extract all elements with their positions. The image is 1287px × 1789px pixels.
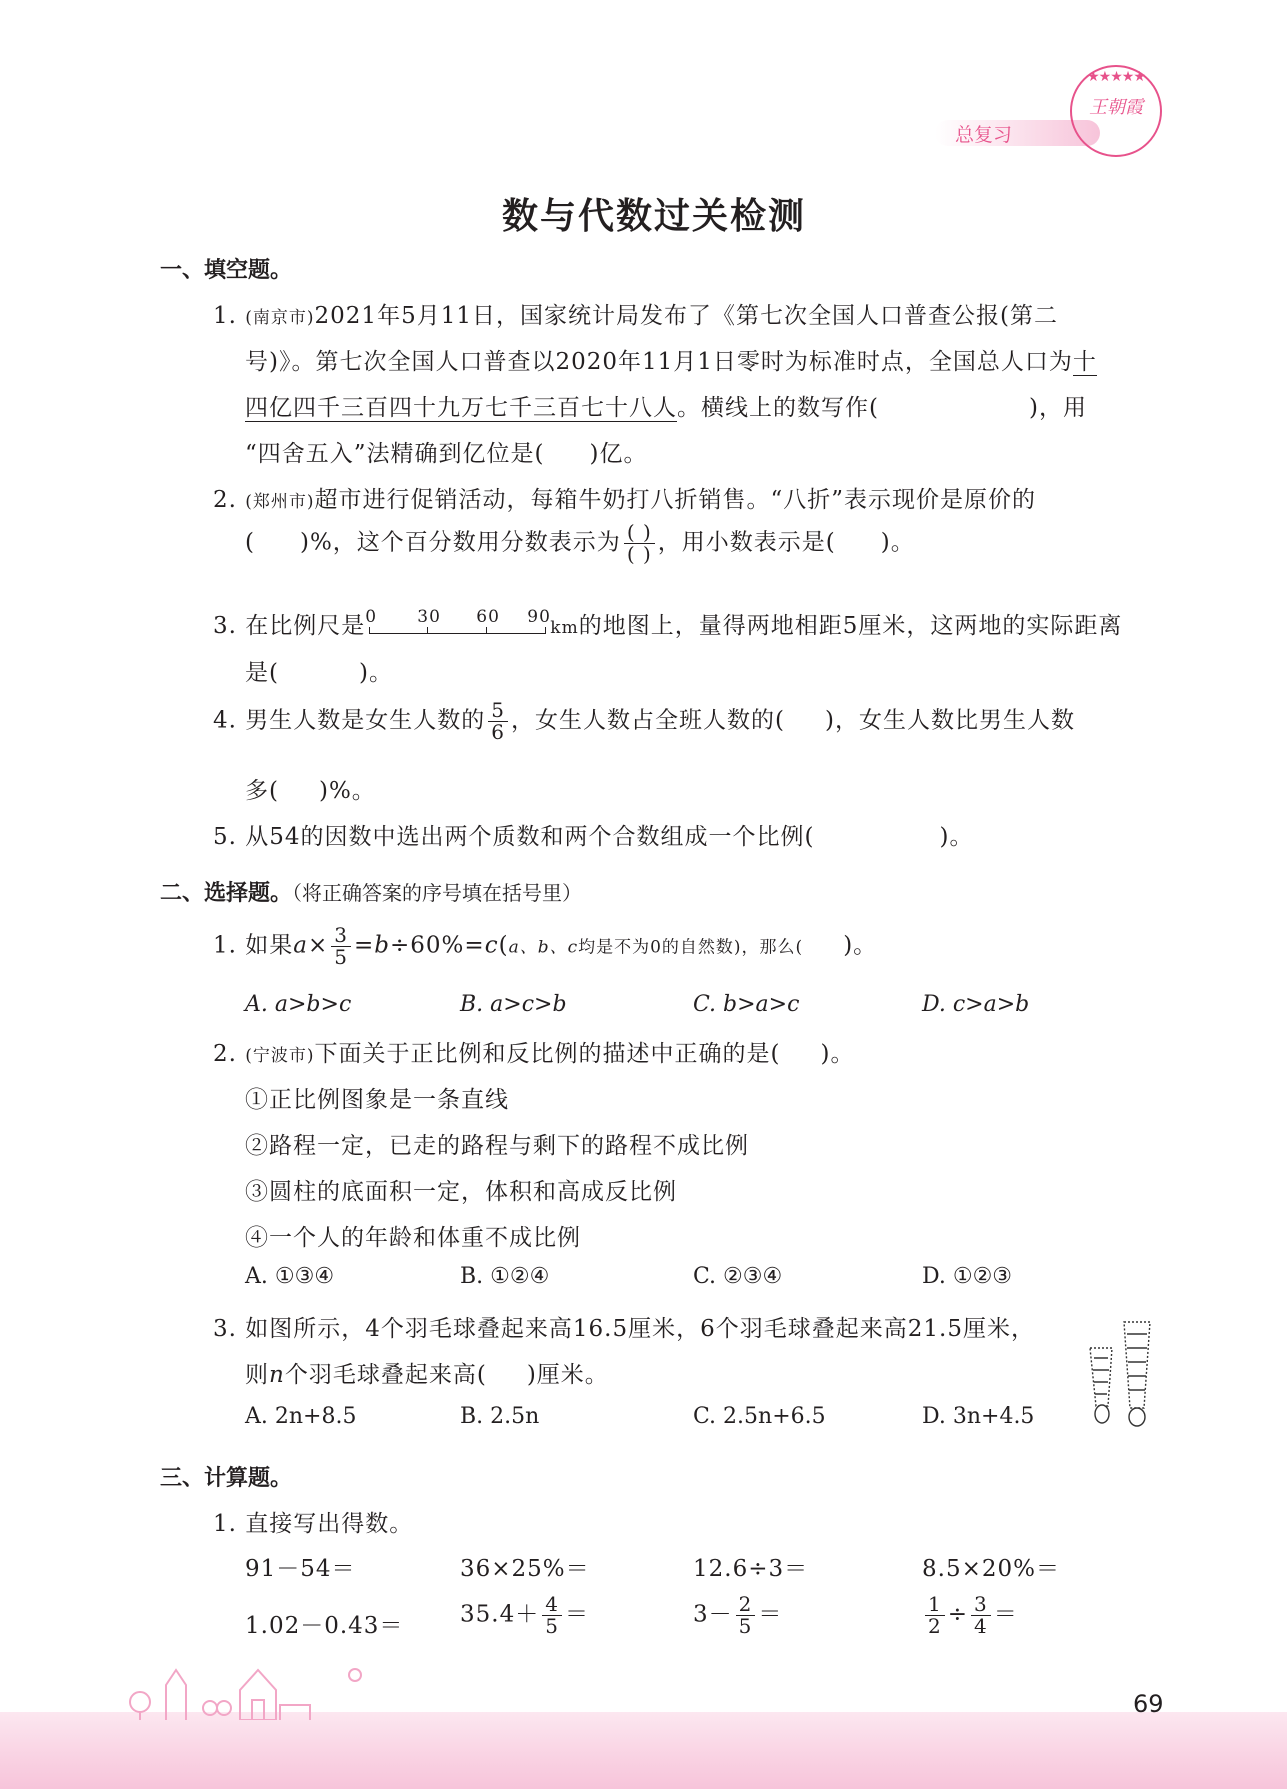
q3-text1b: 的地图上，量得两地相距5厘米，这两地的实际距离 (578, 613, 1123, 639)
c1-line1 (213, 925, 877, 968)
calc-6-frac-n: 4 (542, 1594, 562, 1616)
q3-line2 (245, 654, 393, 687)
q3-text2b: )。 (358, 660, 393, 686)
q1-line4 (245, 435, 647, 468)
c3-text1: 如图所示，4个羽毛球叠起来高16.5厘米，6个羽毛球叠起来高21.5厘米， (245, 1316, 1035, 1342)
section-choice-title: 二、选择题。 (160, 881, 293, 906)
logo-stars: ★★★★★ (1087, 69, 1145, 85)
c3-option-d[interactable]: D. 3n+4.5 (922, 1404, 1035, 1429)
c3-option-b[interactable]: B. 2.5n (460, 1404, 540, 1429)
q4-num: 4. (213, 707, 237, 734)
calc-8-frac2-d: 4 (974, 1614, 988, 1638)
calc-8 (922, 1594, 1018, 1637)
c1-var-b: b (374, 932, 391, 959)
c1-text1c: ÷60%= (390, 932, 485, 959)
c3-line2 (245, 1356, 609, 1389)
page-number: 69 (1133, 1690, 1164, 1718)
scale-label-90: 90 (527, 607, 551, 627)
calc-5: 1.02－0.43＝ (245, 1613, 404, 1639)
d1-num: 1. (213, 1511, 237, 1537)
c2-text1a: 下面关于正比例和反比例的描述中正确的是( (314, 1041, 781, 1067)
calc-8-frac1-n: 1 (925, 1594, 945, 1616)
c1-option-b[interactable]: B. a>c>b (460, 992, 567, 1017)
q2-frac-numerator: ( ) (624, 522, 655, 544)
footer-band (0, 1712, 1287, 1789)
q4-text2a: 多( (245, 778, 279, 804)
footer-castle-decoration (120, 1650, 400, 1720)
q2-text1: 超市进行促销活动，每箱牛奶打八折销售。“八折”表示现价是原价的 (314, 487, 1037, 513)
calc-7-frac-d: 5 (738, 1614, 753, 1638)
shuttlecock-stack-short (1090, 1348, 1112, 1423)
scale-label-30: 30 (417, 607, 441, 627)
section-calculation: 三、计算题。 (160, 1466, 293, 1491)
c1-text1f: 均是不为0的自然数)，那么( (578, 937, 804, 958)
c1-var-c: c (484, 932, 499, 959)
c2-city: (宁波市) (245, 1046, 315, 1066)
q3-scale-bar (365, 607, 551, 641)
logo-text: 王朝霞 (1089, 97, 1143, 118)
q2-text2c: ，用小数表示是( (657, 529, 836, 556)
q2-text2d: )。 (880, 529, 915, 556)
q3-line1 (213, 607, 1122, 641)
section-choice-note: （将正确答案的序号填在括号里） (292, 881, 583, 905)
scale-tick-30 (427, 627, 428, 634)
calc-6-fraction (542, 1594, 562, 1637)
c1-option-c[interactable]: C. b>a>c (693, 992, 800, 1017)
q4-line1 (213, 700, 1075, 743)
c2-option-d[interactable]: D. ①②③ (922, 1264, 1013, 1289)
q4-text2b: )%。 (318, 778, 376, 804)
calc-8-fraction-2 (971, 1594, 991, 1637)
c1-times: × (307, 932, 329, 959)
q4-text1a: 男生人数是女生人数的 (245, 707, 486, 734)
q1-text4: “四舍五入”法精确到亿位是( (245, 441, 545, 467)
c2-item-3: ③圆柱的底面积一定，体积和高成反比例 (245, 1179, 677, 1205)
brand-logo (1070, 65, 1162, 157)
d1-label: 直接写出得数。 (245, 1511, 414, 1537)
section-fill-in: 一、填空题。 (160, 258, 293, 283)
c2-option-a[interactable]: A. ①③④ (245, 1264, 335, 1289)
calc-1: 91－54＝ (245, 1556, 356, 1582)
c2-option-b[interactable]: B. ①②④ (460, 1264, 550, 1289)
calc-7-fraction (736, 1594, 756, 1637)
q2-frac-denominator: ( ) (626, 542, 652, 566)
q2-fraction-blank[interactable] (624, 522, 655, 565)
calc-6-eq: ＝ (564, 1601, 589, 1628)
c3-text2a: 则 (245, 1362, 269, 1388)
calc-7 (693, 1594, 782, 1637)
calc-8-fraction-1 (925, 1594, 945, 1637)
q2-text2b: )%，这个百分数用分数表示为 (299, 529, 621, 556)
c1-option-d[interactable]: D. c>a>b (922, 992, 1030, 1017)
q1-text4b: )亿。 (589, 441, 648, 467)
q4-fraction (488, 700, 508, 743)
q3-scale-unit: km (550, 618, 579, 638)
q1-underlined-number: 四亿四千三百四十九万七千三百七十八人 (245, 395, 677, 421)
calc-7-eq: ＝ (758, 1601, 783, 1628)
q5-text1a: 从54的因数中选出两个质数和两个合数组成一个比例( (245, 824, 815, 850)
q4-text1b: ，女生人数占全班人数的( (511, 707, 785, 734)
q4-frac-numerator: 5 (488, 700, 508, 722)
section-choice (160, 876, 582, 907)
c1-eq: = (354, 932, 375, 959)
q2-text2a: ( (245, 529, 255, 556)
c3-line1 (213, 1310, 1035, 1343)
c2-line1 (213, 1035, 855, 1068)
c1-frac-numerator: 3 (331, 925, 351, 947)
q1-text3: 。横线上的数写作( (677, 395, 879, 421)
q1-num: 1. (213, 303, 237, 329)
scale-tick-60 (486, 627, 487, 634)
q4-text1c: )，女生人数比男生人数 (824, 707, 1075, 734)
shuttlecock-stack-tall (1124, 1322, 1150, 1426)
q4-line2 (245, 772, 376, 805)
c3-var-n: n (269, 1362, 285, 1388)
q2-line2 (245, 522, 915, 565)
q1-line3 (245, 389, 1087, 422)
calc-7-frac-n: 2 (736, 1594, 756, 1616)
c3-text2c: )厘米。 (526, 1362, 609, 1388)
c3-option-c[interactable]: C. 2.5n+6.5 (693, 1404, 826, 1429)
c2-item-1: ①正比例图象是一条直线 (245, 1087, 509, 1113)
c1-var-a: a (293, 932, 308, 959)
q1-text1: 2021年5月11日，国家统计局发布了《第七次全国人口普查公报(第二 (314, 303, 1058, 329)
q2-line1 (213, 481, 1036, 514)
calc-6 (460, 1594, 589, 1637)
c2-item-2: ②路程一定，已走的路程与剩下的路程不成比例 (245, 1133, 749, 1159)
c1-num: 1. (213, 932, 237, 959)
q4-frac-denominator: 6 (491, 720, 505, 744)
c1-vars: a、b、c (508, 937, 579, 958)
calc-6-pre: 35.4＋ (460, 1601, 540, 1628)
c1-frac-denominator: 5 (334, 945, 348, 969)
calc-3: 12.6÷3＝ (693, 1556, 809, 1582)
q1-text2: 号)》。第七次全国人口普查以2020年11月1日零时为标准时点，全国总人口为 (245, 349, 1073, 375)
c1-paren: ( (498, 932, 509, 959)
c2-text1b: )。 (820, 1041, 855, 1067)
c3-option-a[interactable]: A. 2n+8.5 (245, 1404, 357, 1429)
c3-text2b: 个羽毛球叠起来高( (284, 1362, 487, 1388)
q3-num: 3. (213, 613, 237, 639)
c1-text1a: 如果 (245, 932, 294, 959)
scale-line (369, 633, 545, 634)
q1-text3b: )，用 (1028, 395, 1087, 421)
scale-tick-90 (545, 627, 546, 634)
calc-8-frac1-d: 2 (928, 1614, 942, 1638)
q5-line1 (213, 818, 974, 851)
calc-6-frac-d: 5 (545, 1614, 559, 1638)
q2-num: 2. (213, 487, 237, 513)
calc-4: 8.5×20%＝ (922, 1556, 1060, 1582)
calc-7-pre: 3－ (693, 1601, 733, 1628)
q3-text1a: 在比例尺是 (245, 613, 366, 639)
q1-line1 (213, 297, 1058, 330)
calc-2: 36×25%＝ (460, 1556, 590, 1582)
page-title: 数与代数过关检测 (502, 196, 807, 237)
calc-8-frac2-n: 3 (971, 1594, 991, 1616)
q1-underlined-start: 十 (1072, 349, 1097, 375)
q2-city: (郑州市) (245, 492, 315, 512)
c2-num: 2. (213, 1041, 237, 1067)
d1-line (213, 1505, 413, 1538)
q5-text1b: )。 (939, 824, 974, 850)
q1-line2 (245, 343, 1097, 376)
c3-num: 3. (213, 1316, 237, 1342)
calc-8-op: ÷ (947, 1601, 969, 1628)
calc-8-eq: ＝ (993, 1601, 1018, 1628)
c2-option-c[interactable]: C. ②③④ (693, 1264, 783, 1289)
q5-num: 5. (213, 824, 237, 850)
scale-tick-0 (369, 627, 370, 634)
header-tag: 总复习 (955, 124, 1013, 146)
c1-text1g: )。 (843, 932, 878, 959)
c1-fraction (331, 925, 351, 968)
shuttlecock-stack-illustration (1086, 1318, 1158, 1438)
c1-option-a[interactable]: A. a>b>c (245, 992, 352, 1017)
c2-item-4: ④一个人的年龄和体重不成比例 (245, 1225, 581, 1251)
scale-label-0: 0 (365, 607, 378, 627)
scale-label-60: 60 (476, 607, 500, 627)
q1-city: (南京市) (245, 308, 315, 328)
q3-text2a: 是( (245, 660, 279, 686)
